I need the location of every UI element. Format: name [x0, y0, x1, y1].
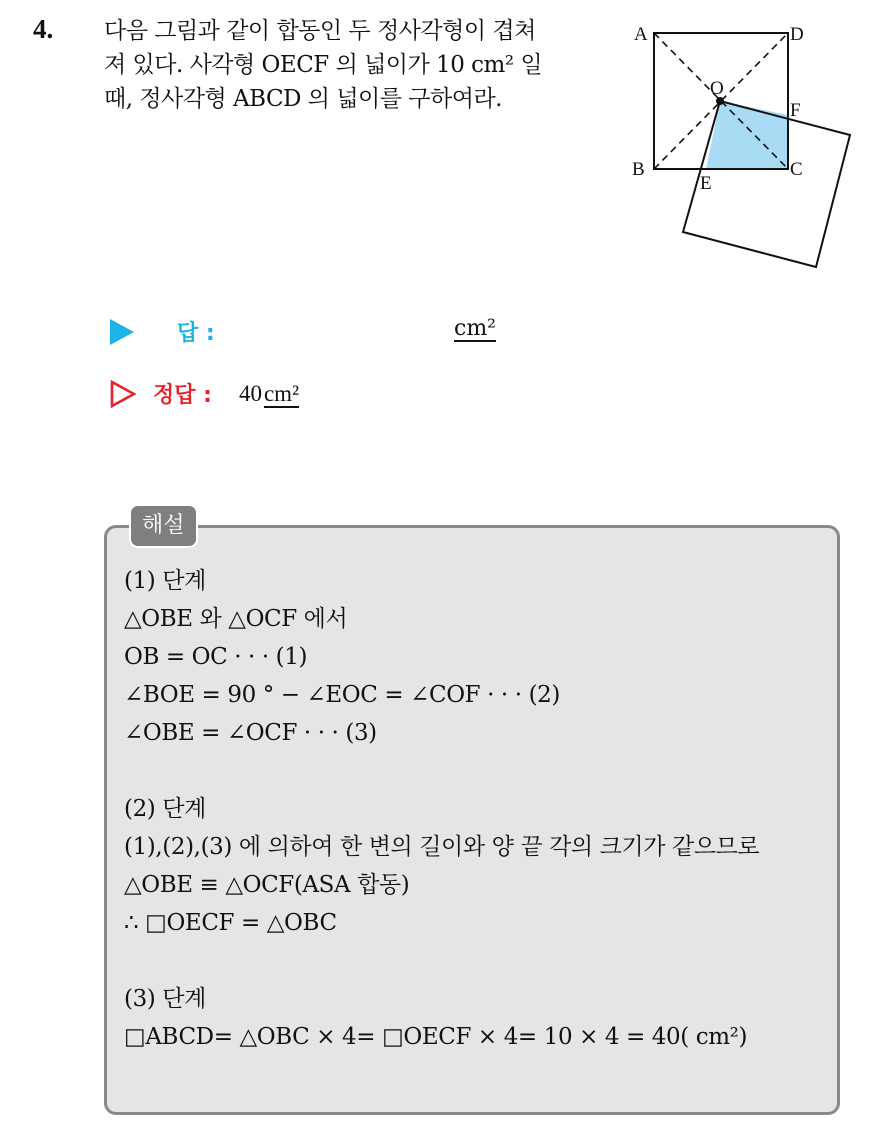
label-a: A [634, 24, 648, 45]
play-arrow-icon [110, 319, 134, 345]
solution-line: (3) 단계 [124, 986, 206, 1012]
correct-answer-unit: cm² [263, 380, 299, 406]
label-b: B [632, 159, 645, 180]
outline-arrow-icon [110, 380, 136, 408]
label-o: O [710, 78, 724, 99]
answer-row [110, 316, 215, 347]
solution-line [124, 752, 836, 790]
solution-line: ∠BOE = 90 ° − ∠EOC = ∠COF · · · (2) [124, 682, 560, 708]
solution-line: OB = OC · · · (1) [124, 644, 308, 670]
overlapping-squares-figure [624, 16, 860, 276]
solution-lines [124, 562, 836, 1056]
label-e: E [700, 173, 712, 194]
solution-line: ∠OBE = ∠OCF · · · (3) [124, 720, 377, 746]
label-d: D [790, 24, 804, 45]
question-line-3: 때, 정사각형 ABCD 의 넓이를 구하여라. [104, 86, 502, 112]
solution-tag: 해설 [129, 504, 198, 548]
correct-answer-number: 40 [238, 380, 262, 406]
solution-line: △OBE 와 △OCF 에서 [124, 606, 348, 632]
solution-line: △OBE ≡ △OCF(ASA 합동) [124, 872, 410, 898]
solution-line: (2) 단계 [124, 796, 206, 822]
label-f: F [790, 100, 801, 121]
question-number: 4. [33, 14, 54, 44]
shaded-quadrilateral-oecf [706, 101, 788, 169]
correct-answer-row [110, 378, 299, 409]
answer-label: 답 : [177, 321, 215, 346]
solution-line: (1) 단계 [124, 568, 206, 594]
solution-line: ∴ □OECF = △OBC [124, 910, 337, 936]
correct-answer-label: 정답 : [153, 383, 212, 408]
solution-line [124, 942, 836, 980]
solution-line: □ABCD= △OBC × 4= □OECF × 4= 10 × 4 = 40( cm²) [124, 1024, 748, 1050]
question-text [104, 14, 614, 116]
answer-unit: cm² [454, 316, 497, 341]
question-line-1: 다음 그림과 같이 합동인 두 정사각형이 겹쳐 [104, 18, 536, 44]
correct-answer-value [239, 381, 299, 406]
question-line-2: 져 있다. 사각형 OECF 의 넓이가 10 cm² 일 [104, 52, 543, 78]
solution-line: (1),(2),(3) 에 의하여 한 변의 길이와 양 끝 각의 크기가 같으므로 [124, 834, 760, 860]
label-c: C [790, 159, 803, 180]
